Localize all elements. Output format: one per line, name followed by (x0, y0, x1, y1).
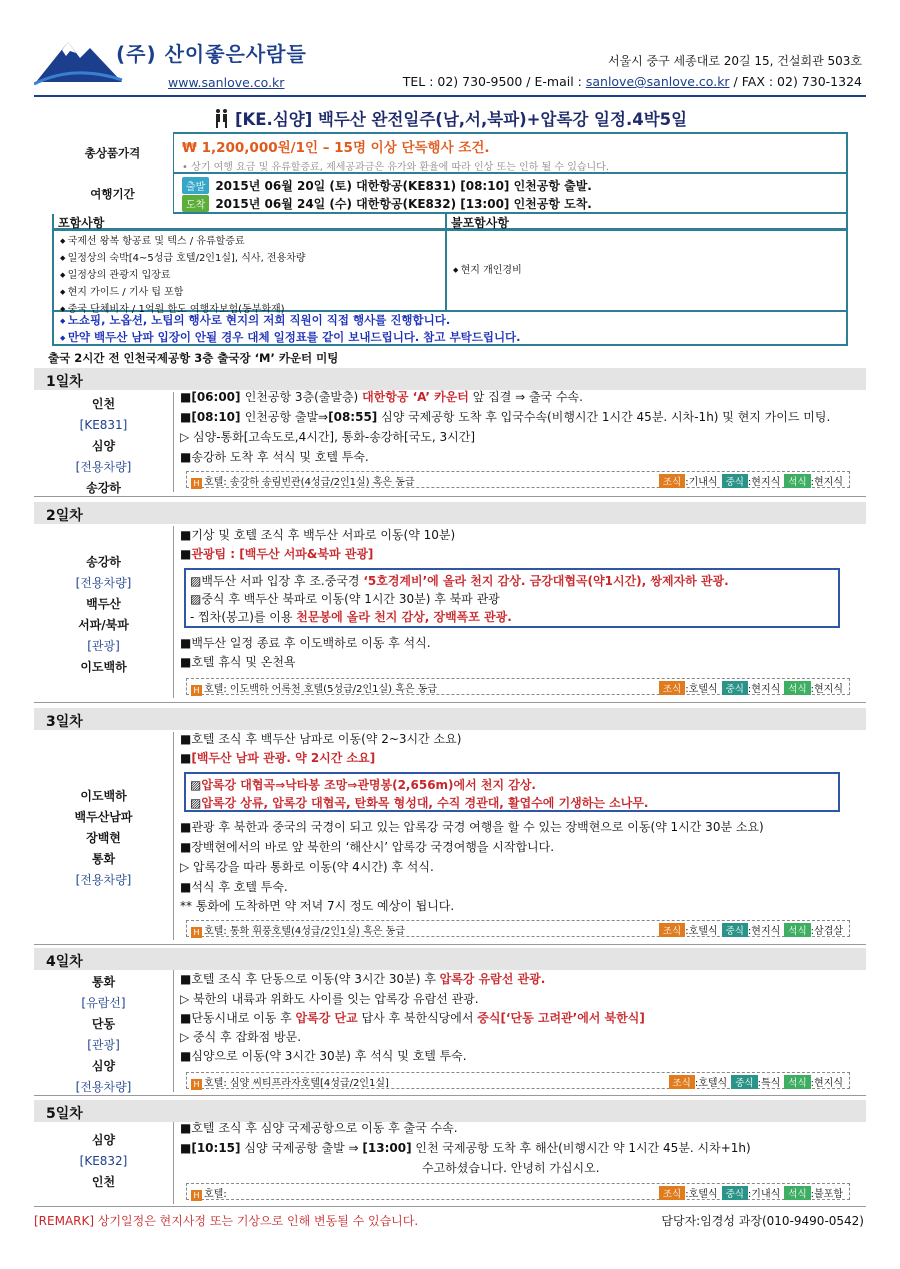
hotel-icon: H (191, 1190, 202, 1201)
route-transport: [전용차량] (75, 576, 132, 590)
schedule-line: ▷ 북한의 내륙과 위화도 사이를 잇는 압록강 유람선 관광. (180, 992, 479, 1006)
highlight-line: ▨압록강 상류, 압록강 대협곡, 탄화목 형성대, 수직 경관대, 활엽수에 기생하는 소나무. (190, 796, 649, 810)
excluded-header: 불포함사항 (447, 214, 848, 230)
period-label: 여행기간 (52, 174, 174, 214)
departure-line: 출발 2015년 06월 20일 (토) 대한항공(KE831) [08:10] 인천공항 출발. (182, 177, 592, 194)
day-route (34, 970, 174, 1092)
schedule-line: ▷ 압록강을 따라 통화로 이동(약 4시간) 후 석식. (180, 860, 434, 874)
route-place: 백두산남파 (74, 810, 133, 824)
day-divider (34, 1095, 866, 1096)
day-divider (34, 944, 866, 945)
day-route (34, 526, 174, 698)
document-title: [KE.심양] 백두산 완전일주(남,서,북파)+압록강 일정.4박5일 (0, 106, 900, 130)
hotel-icon: H (191, 927, 202, 938)
day-route (34, 1122, 174, 1204)
schedule-line: ■장백현에서의 바로 앞 북한의 ‘해산시’ 압록강 국경여행을 시작합니다. (180, 840, 555, 854)
schedule-line: ■호텔 조식 후 심양 국제공항으로 이동 후 출국 수속. (180, 1121, 458, 1135)
route-place: 서파/북파 (78, 618, 129, 632)
route-place: 심양 (91, 1133, 116, 1147)
route-transport: [전용차량] (75, 1080, 132, 1094)
farewell-line: 수고하셨습니다. 안녕히 가십시오. (422, 1161, 600, 1175)
day-header: 2일차 (34, 502, 866, 524)
day-header: 3일차 (34, 708, 866, 730)
day-route (34, 732, 174, 940)
meal-info: 조식 :호텔식 중식 :기내식 석식 :불포함 (655, 1185, 843, 1200)
hotel-icon: H (191, 685, 202, 696)
hotel-info: H 호텔: 심양 씨티프라자호텔[4성급/2인1실] 조식 :호텔식 중식 :특식 석식 :현지식 (186, 1072, 850, 1089)
highlight-box (184, 772, 840, 812)
hotel-info: H 호텔: 조식 :호텔식 중식 :기내식 석식 :불포함 (186, 1183, 850, 1200)
route-transport: [유람선] (81, 996, 126, 1010)
schedule-line: ▷ 중식 후 잡화점 방문. (180, 1030, 302, 1044)
highlight-line: - 찝차(봉고)를 이용 천문봉에 올라 천지 감상, 장백폭포 관광. (190, 610, 512, 624)
highlight-line: ▨압록강 대협곡⇒낙타봉 조망⇒관명봉(2,656m)에서 천지 감상. (190, 778, 536, 792)
schedule-line: ■관광팀 : [백두산 서파&북파 관광] (180, 547, 374, 561)
day-divider (34, 1206, 866, 1207)
email-link[interactable]: sanlove@sanlove.co.kr (585, 74, 730, 89)
day-divider (34, 702, 866, 703)
schedule-line: ■[08:10] 인천공항 출발⇒[08:55] 심양 국제공항 도착 후 입국수속(비행시간 1시간 45분. 시차-1h) 및 현지 가이드 미팅. (180, 410, 831, 424)
route-transport: [관광] (87, 1038, 120, 1052)
mountain-logo-icon (34, 34, 124, 86)
route-place: 이도백하 (80, 660, 127, 674)
day-header: 4일차 (34, 948, 866, 970)
list-item: ◆ 중국 단체비자 / 1억원 한도 여행자보험(동부화재) (60, 301, 439, 318)
price-value: ₩ 1,200,000원/1인 – 15명 이상 단독행사 조건. (182, 140, 490, 156)
schedule-line: ■단동시내로 이동 후 압록강 단교 답사 후 북한식당에서 중식[‘단동 고려관’에서 북한식] (180, 1011, 645, 1025)
notice-box (52, 312, 848, 346)
meal-info: 조식 :기내식 중식 :현지식 석식 :현지식 (655, 473, 843, 488)
schedule-line: ■호텔 휴식 및 온천욕 (180, 655, 296, 669)
schedule-line: ■백두산 일정 종료 후 이도백하로 이동 후 석식. (180, 636, 431, 650)
website-link[interactable]: www.sanlove.co.kr (168, 75, 285, 90)
schedule-line: ■호텔 조식 후 백두산 남파로 이동(약 2~3시간 소요) (180, 732, 462, 746)
contact-info: TEL : 02) 730-9500 / E-mail : sanlove@sanlove.co.kr / FAX : 02) 730-1324 (402, 74, 862, 89)
excluded-list (447, 230, 848, 312)
day-divider (34, 496, 866, 497)
highlight-line: ▨백두산 서파 입장 후 조.중국경 ‘5호경계비’에 올라 천지 감상. 금강대협곡(약1시간), 쌍제자하 관광. (190, 574, 729, 588)
route-place: 송강하 (86, 555, 121, 569)
schedule-line: ■송강하 도착 후 석식 및 호텔 투숙. (180, 450, 369, 464)
day-header: 5일차 (34, 1100, 866, 1122)
route-place: 심양 (91, 1059, 116, 1073)
schedule-line: ■심양으로 이동(약 3시간 30분) 후 석식 및 호텔 투숙. (180, 1049, 467, 1063)
meeting-info: 출국 2시간 전 인천국제공항 3층 출국장 ‘M’ 카운터 미팅 (48, 351, 339, 365)
schedule-line: ■[10:15] 심양 국제공항 출발 ⇒ [13:00] 인천 국제공항 도착 후 해산(비행시간 약 1시간 45분. 시차+1h) (180, 1141, 751, 1155)
list-item: ◆ 현지 가이드 / 기사 팁 포함 (60, 284, 439, 301)
notice-line: ◆ 만약 백두산 남파 입장이 안될 경우 대체 일정표를 같이 보내드립니다. 참고 부탁드립니다. (60, 329, 840, 346)
meal-info: 조식 :호텔식 중식 :특식 석식 :현지식 (665, 1074, 844, 1089)
notice-line: ◆ 노쇼핑, 노옵션, 노팁의 행사로 현지의 저희 직원이 직접 행사를 진행합니다. (60, 312, 840, 329)
route-transport: [전용차량] (75, 873, 132, 887)
included-list (52, 230, 447, 315)
schedule-line: ■관광 후 북한과 중국의 국경이 되고 있는 압록강 국경 여행을 할 수 있는 장백현으로 이동(약 1시간 30분 소요) (180, 820, 764, 834)
schedule-line: ** 통화에 도착하면 약 저녁 7시 정도 예상이 됩니다. (180, 899, 455, 913)
arrival-tag: 도착 (182, 195, 209, 212)
route-place: 송강하 (86, 481, 121, 495)
route-transport: [관광] (87, 639, 120, 653)
highlight-line: ▨중식 후 백두산 북파로 이동(약 1시간 30분) 후 북파 관광 (190, 592, 500, 606)
manager-contact: 담당자:임경성 과장(010-9490-0542) (661, 1214, 864, 1228)
route-place: 이도백하 (80, 789, 127, 803)
arrival-line: 도착 2015년 06월 24일 (수) 대한항공(KE832) [13:00] 인천공항 도착. (182, 195, 592, 212)
meal-info: 조식 :호텔식 중식 :현지식 석식 :삼겹살 (655, 922, 843, 937)
hotel-icon: H (191, 478, 202, 489)
route-transport: [KE832] (79, 1154, 128, 1168)
schedule-line: ▷ 심양-통화[고속도로,4시간], 통화-송강하[국도, 3시간] (180, 430, 476, 444)
route-transport: [전용차량] (75, 460, 132, 474)
list-item: ◆ 일정상의 숙박[4~5성급 호텔/2인1실], 식사, 전용차량 (60, 250, 439, 267)
included-header: 포함사항 (52, 214, 447, 230)
route-transport: [KE831] (79, 418, 128, 432)
schedule-line: ■[06:00] 인천공항 3층(출발층) 대한항공 ‘A’ 카운터 앞 집결 ⇒ 출국 수속. (180, 390, 583, 404)
route-place: 백두산 (86, 597, 121, 611)
schedule-line: ■기상 및 호텔 조식 후 백두산 서파로 이동(약 10분) (180, 528, 456, 542)
price-note: • 상기 여행 요금 및 유류할증료, 제세공과금은 유가와 환율에 따라 인상 또는 인하 될 수 있습니다. (182, 162, 610, 173)
route-place: 단동 (91, 1017, 116, 1031)
route-place: 장백현 (86, 831, 121, 845)
route-place: 통화 (91, 975, 116, 989)
route-place: 인천 (91, 1175, 116, 1189)
brand-name: (주) 산이좋은사람들 (116, 42, 307, 66)
list-item: ◆ 현지 개인경비 (453, 261, 840, 276)
route-place: 통화 (91, 852, 116, 866)
schedule-line: ■[백두산 남파 관광. 약 2시간 소요] (180, 751, 376, 765)
route-place: 심양 (91, 439, 116, 453)
list-item: ◆ 국제선 왕복 항공료 및 텍스 / 유류할증료 (60, 233, 439, 250)
hotel-icon: H (191, 1079, 202, 1090)
day-header: 1일차 (34, 368, 866, 390)
company-address: 서울시 중구 세종대로 20길 15, 건설회관 503호 (607, 54, 862, 68)
departure-tag: 출발 (182, 177, 209, 194)
schedule-line: ■호텔 조식 후 단동으로 이동(약 3시간 30분) 후 압록강 유람선 관광. (180, 972, 546, 986)
meal-info: 조식 :호텔식 중식 :현지식 석식 :현지식 (655, 680, 843, 695)
hotel-info: H 호텔: 이도백하 어록천 호텔(5성급/2인1실) 혹은 동급 조식 :호텔식 중식 :현지식 석식 :현지식 (186, 678, 850, 695)
price-label: 총상품가격 (52, 132, 174, 174)
highlight-box (184, 568, 840, 628)
schedule-line: ■석식 후 호텔 투숙. (180, 880, 288, 894)
list-item: ◆ 일정상의 관광지 입장료 (60, 267, 439, 284)
hotel-info: H 호텔: 통화 휘풍호텔(4성급/2인1실) 혹은 동급 조식 :호텔식 중식 :현지식 석식 :삼겹살 (186, 920, 850, 937)
remark-note: [REMARK] 상기일정은 현지사정 또는 기상으로 인해 변동될 수 있습니다. (34, 1214, 419, 1228)
hotel-info: H 호텔: 송강하 송림빈관(4성급/2인1실) 혹은 동급 조식 :기내식 중식 :현지식 석식 :현지식 (186, 471, 850, 488)
day-route (34, 392, 174, 495)
route-place: 인천 (91, 397, 116, 411)
hikers-icon (213, 108, 231, 128)
header-divider (34, 95, 866, 97)
